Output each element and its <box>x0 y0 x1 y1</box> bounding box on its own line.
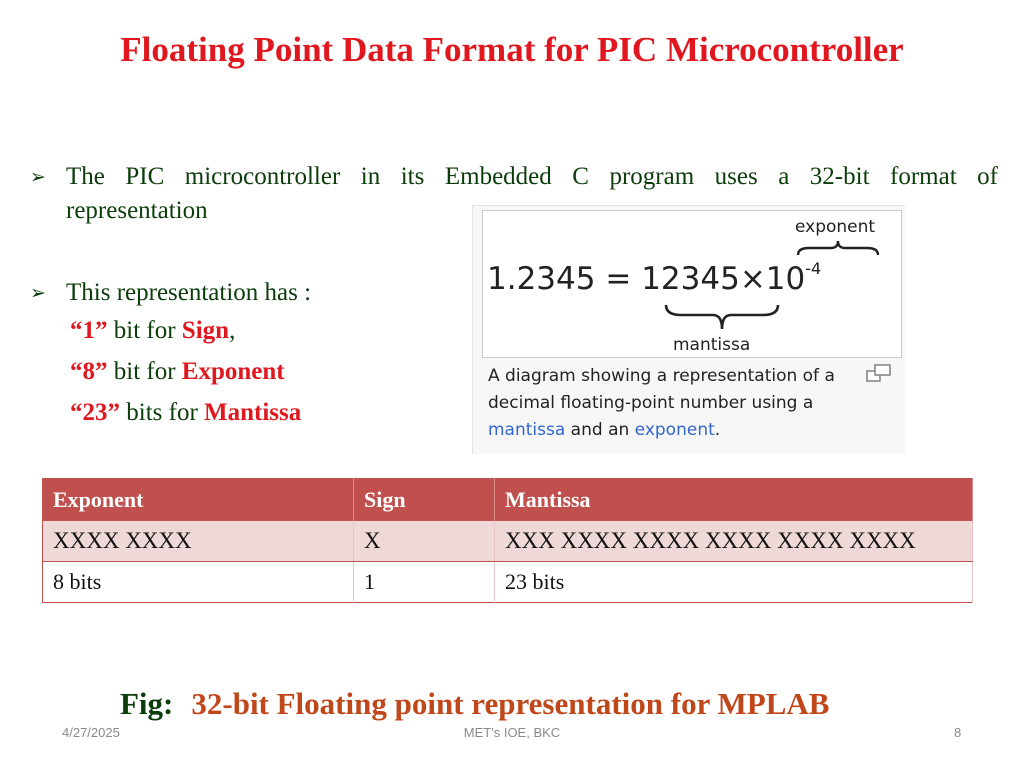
figure-label: Fig: <box>120 686 174 721</box>
table-row <box>43 521 973 562</box>
mantissa-label: mantissa <box>673 335 751 355</box>
footer-organization: MET's IOE, BKC <box>463 725 561 740</box>
header-mantissa: Mantissa <box>495 479 973 522</box>
list-item-mantissa: “23” bits for Mantissa <box>70 399 302 426</box>
mantissa-brace-icon <box>663 303 781 331</box>
header-exponent: Exponent <box>43 479 354 522</box>
exponent-link[interactable]: exponent <box>634 420 715 440</box>
table-cell: 23 bits <box>495 562 973 603</box>
bullet-representation <box>30 276 450 433</box>
bullet-text-line1: The PIC microcontroller in its Embedded C program uses a 32-bit format of <box>66 163 998 190</box>
exponent-brace-icon <box>795 239 881 257</box>
header-sign: Sign <box>354 479 495 522</box>
diagram-image <box>482 210 902 358</box>
bullet-text-line2: representation <box>66 197 208 224</box>
table-cell: 8 bits <box>43 562 354 603</box>
table-row <box>43 562 973 603</box>
figure-text: 32-bit Floating point representation for MPLAB <box>191 686 830 721</box>
floating-point-diagram <box>472 205 905 454</box>
figure-caption <box>120 686 829 722</box>
table-cell: X <box>354 521 495 562</box>
diagram-caption: A diagram showing a representation of a decimal floating-point number using a mantissa and an exponent. <box>488 366 835 440</box>
table-cell: XXXX XXXX <box>43 521 354 562</box>
equation: $1.2345 = 12345\times 10^{-4}$ <box>487 258 822 297</box>
list-item-exponent: “8” bit for Exponent <box>70 358 285 385</box>
bullet-text: This representation has : <box>66 279 312 306</box>
arrow-bullet-icon: ➢ <box>30 282 46 304</box>
slide-title: Floating Point Data Format for PIC Microcontroller <box>120 30 904 69</box>
table-cell: XXX XXXX XXXX XXXX XXXX XXXX <box>495 521 973 562</box>
format-table <box>42 478 973 603</box>
table-cell: 1 <box>354 562 495 603</box>
exponent-label: exponent <box>795 217 876 237</box>
footer-page-number: 8 <box>954 725 962 740</box>
arrow-bullet-icon: ➢ <box>30 166 46 188</box>
table-header-row <box>43 479 973 522</box>
enlarge-icon[interactable] <box>866 363 892 383</box>
footer-date: 4/27/2025 <box>62 725 120 740</box>
list-item-sign: “1” bit for Sign, <box>70 317 236 344</box>
mantissa-link[interactable]: mantissa <box>488 420 566 440</box>
